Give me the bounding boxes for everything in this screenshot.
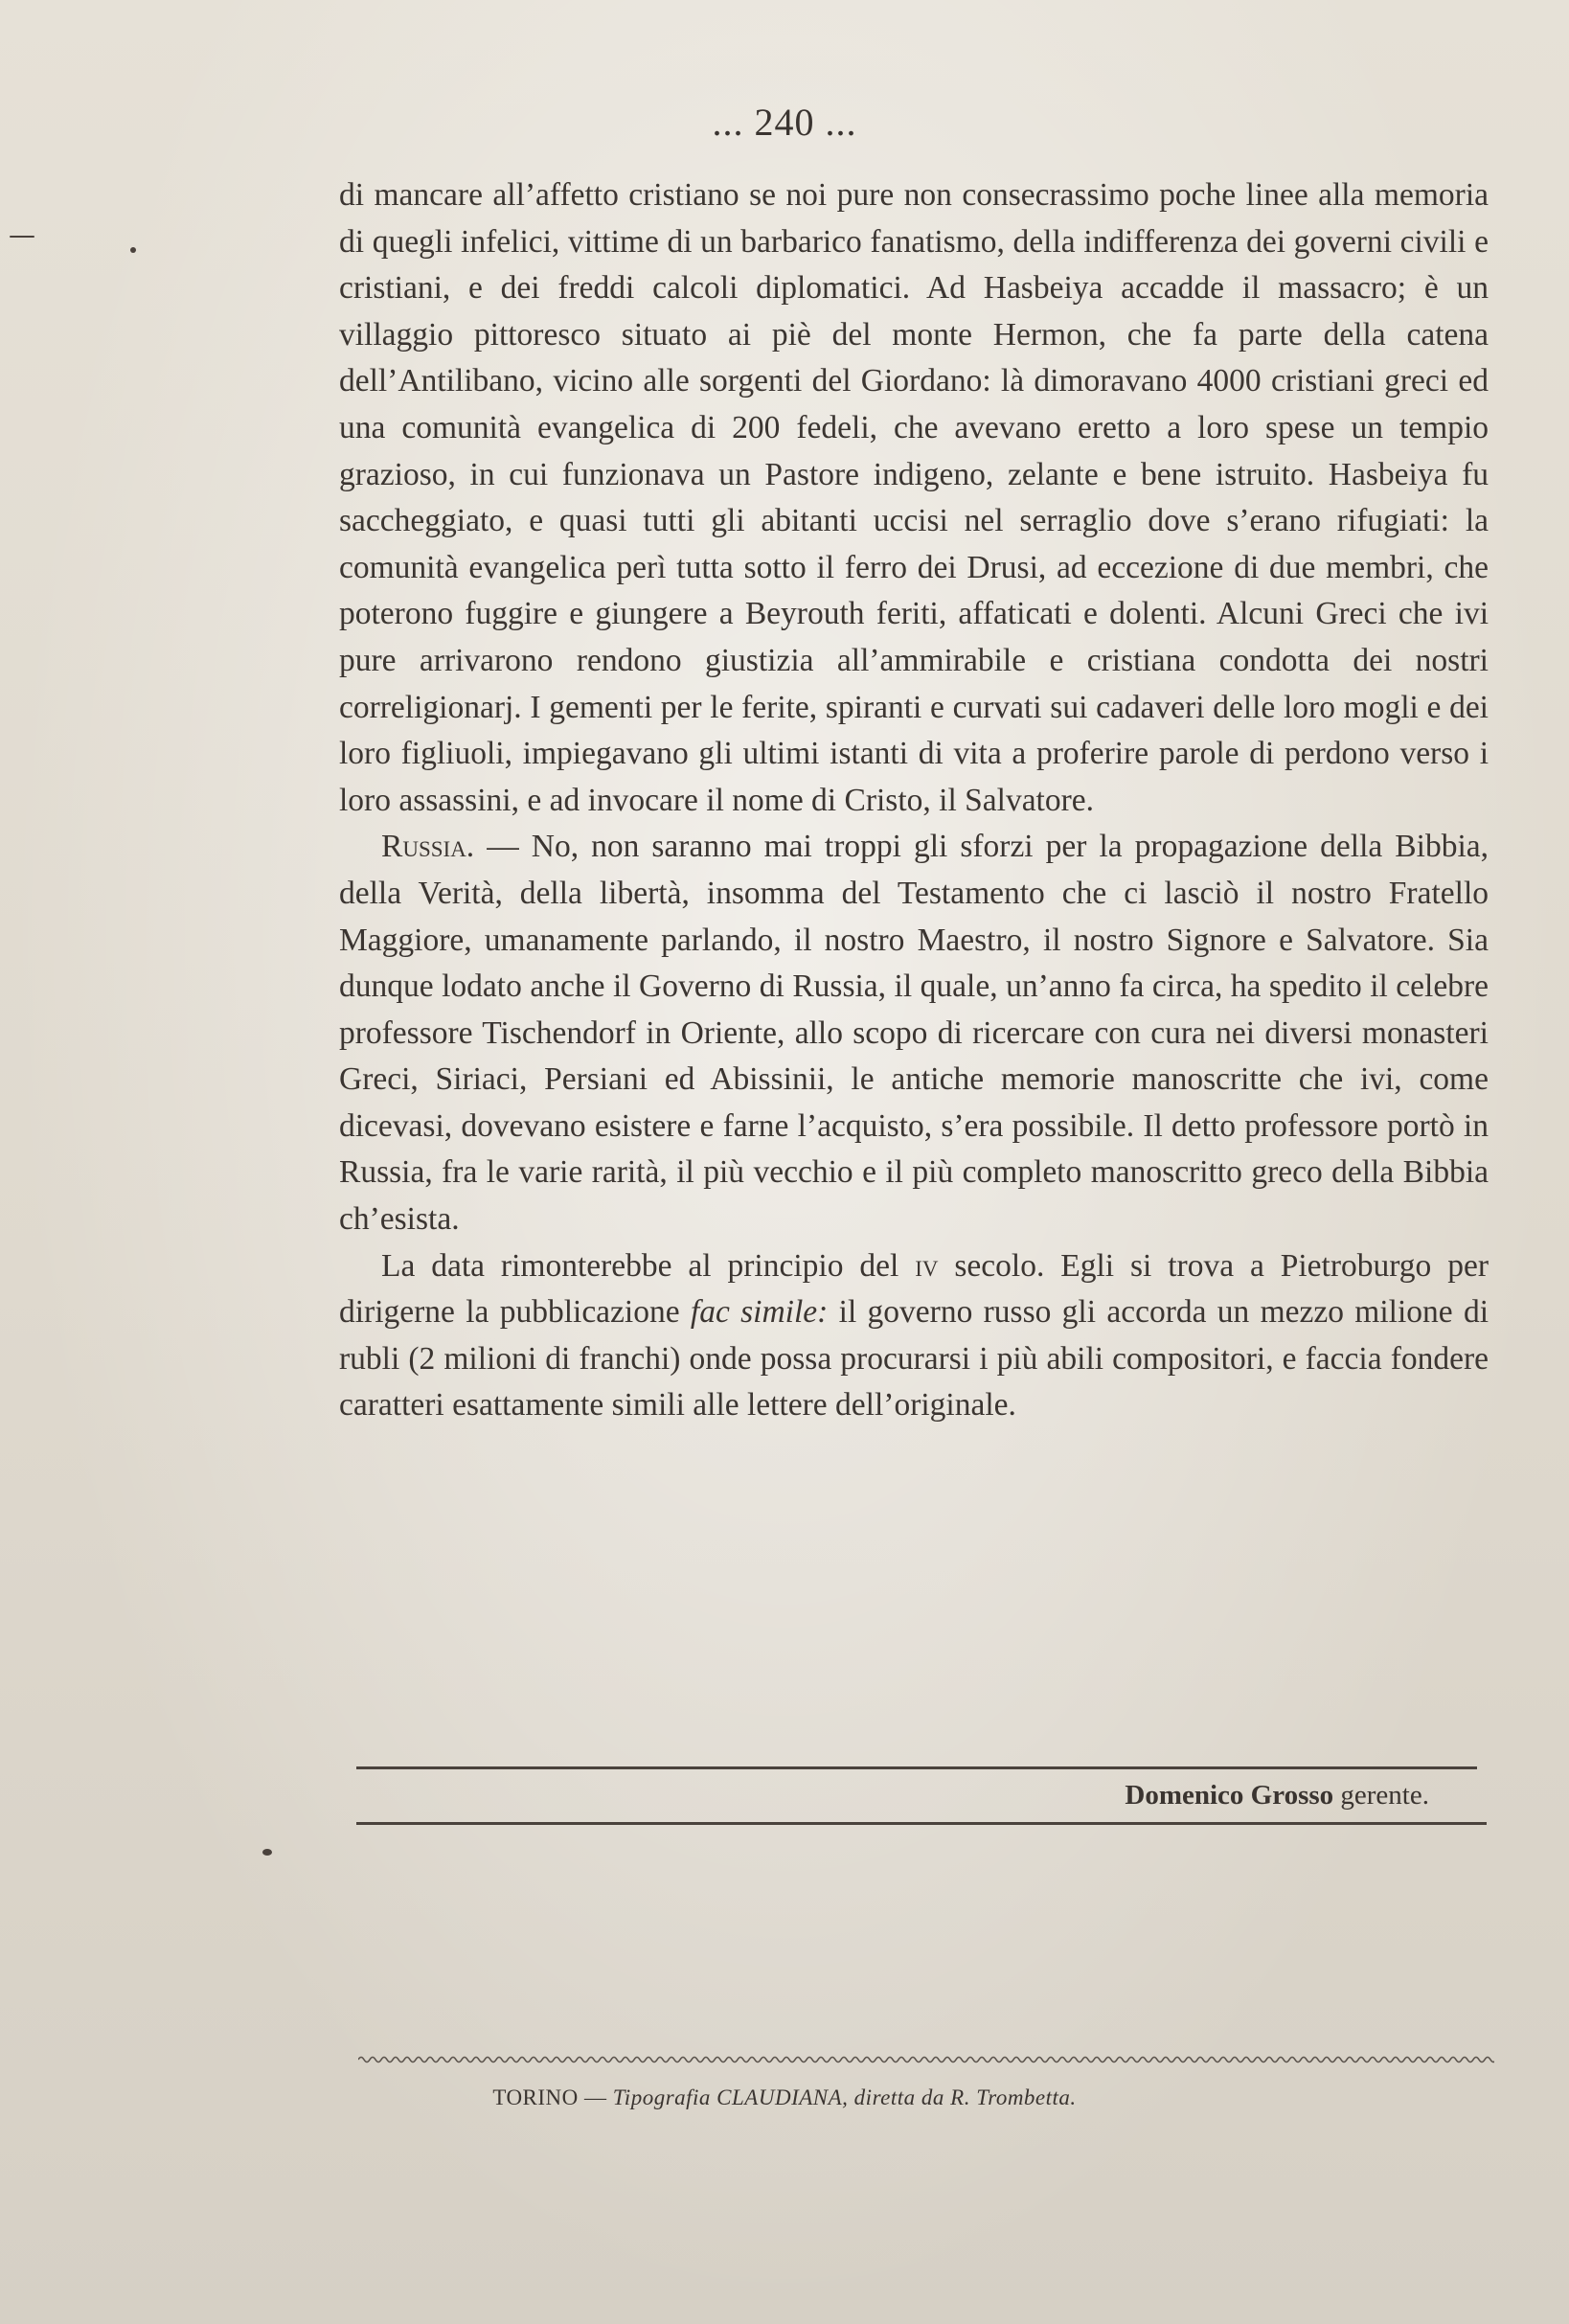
- paragraph-russia: [339, 824, 1489, 1242]
- paragraph-hasbeiya: di mancare all’affetto cristiano se noi pure non consecrassimo poche linee alla memoria di quegli infelici, vittime di un barbarico fanatismo, della indifferenza dei governi civili e cristiani, e dei freddi calcoli diplomatici. Ad Hasbeiya accadde il massacro; è un villaggio pittoresco situato ai piè del monte Hermon, che fa parte della catena dell’Antilibano, vicino alle sorgenti del Giordano: là dimoravano 4000 cristiani greci ed una comunità evangelica di 200 fedeli, che avevano eretto a loro spese un tempio grazioso, in cui funzionava un Pastore indigeno, zelante e bene istruito. Hasbeiya fu saccheggiato, e quasi tutti gli abitanti uccisi nel serraglio dove s’erano rifugiati: la comunità evangelica perì tutta sotto il ferro dei Drusi, ad eccezione di due membri, che poterono fuggire e giungere a Beyrouth feriti, affaticati e dolenti. Alcuni Greci che ivi pure arrivarono rendono giustizia all’ammirabile e cristiana condotta dei nostri correligionarj. I gementi per le ferite, spiranti e curvati sui cadaveri delle loro mogli e dei loro figliuoli, impiegavano gli ultimi istanti di vita a proferire parole di perdono verso i loro assassini, e ad invocare il nome di Cristo, il Salvatore.: [339, 177, 1489, 818]
- signature-rule-top: [356, 1766, 1477, 1769]
- printer-imprint: [0, 2085, 1569, 2110]
- imprint-printer: Tipografia CLAUDIANA, diretta da R. Trombetta.: [612, 2085, 1077, 2109]
- paragraph-date-text-2: secolo. Egli si trova a Pietroburgo per dirigerne la pubblicazione: [339, 1247, 1489, 1331]
- fac-simile-italic: fac simile:: [690, 1294, 829, 1331]
- paragraph-date-text-1: La data rimonterebbe al principio del: [381, 1247, 916, 1284]
- ink-speck: [262, 1849, 272, 1856]
- signature-rule-bottom: [356, 1822, 1487, 1825]
- signature-role: gerente.: [1333, 1780, 1429, 1811]
- imprint-city: TORINO —: [492, 2085, 613, 2109]
- signature-name: Domenico Grosso: [1125, 1780, 1334, 1811]
- paragraph-date: [339, 1243, 1489, 1429]
- paragraph-russia-text: — No, non saranno mai troppi gli sforzi per la propagazione della Bibbia, della Verità, della libertà, insomma del Testamento che ci lasciò il nostro Fratello Maggiore, umanamente parlando, il nostro Maestro, il nostro Signore e Salvatore. Sia dunque lodato anche il Governo di Russia, il quale, un’anno fa circa, ha spedito il celebre professore Tischendorf in Oriente, allo scopo di ricercare con cura nei diversi monasteri Greci, Siriaci, Persiani ed Abissinii, le antiche memorie manoscritte che ivi, come dicevasi, dovevano esistere e farne l’acquisto, s’era possibile. Il detto professore portò in Russia, fra le varie rarità, il più vecchio e il più completo manoscritto greco della Bibbia ch’esista.: [339, 829, 1489, 1238]
- margin-mark: [10, 236, 34, 238]
- paragraph-date-text-3: il governo russo gli accorda un mezzo milione di rubli (2 milioni di franchi) onde possa procurarsi i più abili compositori, e faccia fondere caratteri esattamente simili alle lettere dell’originale.: [339, 1294, 1489, 1424]
- section-heading-russia: Russia.: [381, 829, 475, 865]
- ink-speck: [130, 247, 136, 253]
- article-body: [339, 172, 1489, 1429]
- century-numeral: iv: [915, 1247, 939, 1284]
- ornamental-wave-rule: [358, 2054, 1494, 2065]
- page-number: ... 240 ...: [712, 101, 857, 144]
- signature-line: [356, 1780, 1429, 1811]
